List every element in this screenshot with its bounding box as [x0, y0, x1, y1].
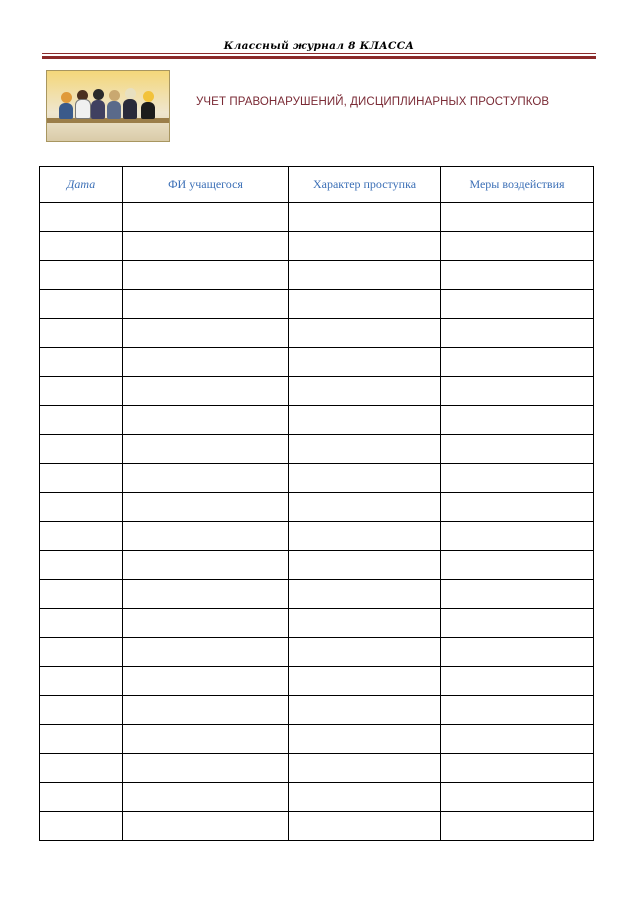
table-row — [40, 377, 594, 406]
table-cell[interactable] — [289, 812, 441, 841]
table-cell[interactable] — [123, 261, 289, 290]
table-cell[interactable] — [441, 696, 594, 725]
table-row — [40, 493, 594, 522]
table-cell[interactable] — [40, 580, 123, 609]
table-cell[interactable] — [289, 783, 441, 812]
table-cell[interactable] — [40, 522, 123, 551]
table-cell[interactable] — [289, 319, 441, 348]
journal-header-title: Классный журнал 8 КЛАССА — [223, 40, 415, 52]
table-cell[interactable] — [441, 725, 594, 754]
table-cell[interactable] — [123, 667, 289, 696]
table-cell[interactable] — [40, 783, 123, 812]
table-cell[interactable] — [441, 319, 594, 348]
table-row — [40, 580, 594, 609]
table-cell[interactable] — [40, 493, 123, 522]
table-row — [40, 348, 594, 377]
table-row — [40, 609, 594, 638]
table-cell[interactable] — [441, 290, 594, 319]
table-cell[interactable] — [123, 435, 289, 464]
table-cell[interactable] — [441, 638, 594, 667]
table-row — [40, 696, 594, 725]
table-cell[interactable] — [40, 290, 123, 319]
table-cell[interactable] — [40, 609, 123, 638]
table-row — [40, 435, 594, 464]
table-row — [40, 551, 594, 580]
table-body — [40, 203, 594, 841]
table-cell[interactable] — [441, 551, 594, 580]
table-cell[interactable] — [441, 493, 594, 522]
table-cell[interactable] — [289, 232, 441, 261]
table-row — [40, 522, 594, 551]
table-cell[interactable] — [289, 377, 441, 406]
table-header-row — [40, 167, 594, 203]
table-cell[interactable] — [123, 551, 289, 580]
column-header-student-name: ФИ учащегося — [123, 167, 289, 203]
table-cell[interactable] — [123, 203, 289, 232]
table-cell[interactable] — [441, 435, 594, 464]
table-cell[interactable] — [123, 493, 289, 522]
table-cell[interactable] — [289, 203, 441, 232]
table-cell[interactable] — [40, 696, 123, 725]
table-cell[interactable] — [289, 725, 441, 754]
table-cell[interactable] — [123, 725, 289, 754]
table-cell[interactable] — [40, 232, 123, 261]
table-cell[interactable] — [40, 638, 123, 667]
table-cell[interactable] — [123, 754, 289, 783]
table-cell[interactable] — [289, 406, 441, 435]
table-cell[interactable] — [441, 667, 594, 696]
table-cell[interactable] — [123, 696, 289, 725]
table-row — [40, 783, 594, 812]
table-cell[interactable] — [40, 406, 123, 435]
table-cell[interactable] — [441, 609, 594, 638]
table-row — [40, 203, 594, 232]
table-cell[interactable] — [40, 377, 123, 406]
table-cell[interactable] — [441, 377, 594, 406]
table-cell[interactable] — [289, 696, 441, 725]
header-rule-thin — [42, 53, 596, 54]
table-cell[interactable] — [123, 783, 289, 812]
table-cell[interactable] — [289, 551, 441, 580]
table-row — [40, 261, 594, 290]
table-cell[interactable] — [441, 522, 594, 551]
table-cell[interactable] — [123, 464, 289, 493]
anime-characters-banner — [46, 70, 170, 142]
table-cell[interactable] — [441, 203, 594, 232]
table-cell[interactable] — [40, 319, 123, 348]
table-cell[interactable] — [289, 435, 441, 464]
column-header-measures: Меры воздействия — [441, 167, 594, 203]
table-cell[interactable] — [441, 406, 594, 435]
section-title: УЧЕТ ПРАВОНАРУШЕНИЙ, ДИСЦИПЛИНАРНЫХ ПРОСТУПКОВ — [196, 96, 550, 108]
table-cell[interactable] — [40, 812, 123, 841]
table-row — [40, 232, 594, 261]
table-row — [40, 725, 594, 754]
table-row — [40, 290, 594, 319]
table-row — [40, 812, 594, 841]
table-cell[interactable] — [123, 522, 289, 551]
table-cell[interactable] — [123, 580, 289, 609]
table-cell[interactable] — [289, 754, 441, 783]
table-cell[interactable] — [289, 667, 441, 696]
violations-table — [39, 166, 594, 841]
table-row — [40, 667, 594, 696]
table-cell[interactable] — [123, 406, 289, 435]
table-cell[interactable] — [40, 203, 123, 232]
table-cell[interactable] — [123, 609, 289, 638]
table-cell[interactable] — [40, 435, 123, 464]
table-cell[interactable] — [289, 464, 441, 493]
table-cell[interactable] — [123, 377, 289, 406]
table-row — [40, 319, 594, 348]
table-cell[interactable] — [40, 464, 123, 493]
table-cell[interactable] — [441, 464, 594, 493]
table-cell[interactable] — [441, 232, 594, 261]
table-cell[interactable] — [289, 609, 441, 638]
table-cell[interactable] — [123, 232, 289, 261]
table-cell[interactable] — [289, 493, 441, 522]
table-cell[interactable] — [441, 261, 594, 290]
table-cell[interactable] — [441, 754, 594, 783]
table-row — [40, 754, 594, 783]
table-cell[interactable] — [441, 348, 594, 377]
table-cell[interactable] — [441, 812, 594, 841]
column-header-date: Дата — [40, 167, 123, 203]
table-cell[interactable] — [123, 290, 289, 319]
table-cell[interactable] — [289, 348, 441, 377]
table-row — [40, 406, 594, 435]
table-row — [40, 638, 594, 667]
table-cell[interactable] — [40, 725, 123, 754]
table-cell[interactable] — [40, 754, 123, 783]
table-cell[interactable] — [441, 783, 594, 812]
table-cell[interactable] — [40, 667, 123, 696]
table-cell[interactable] — [40, 551, 123, 580]
table-cell[interactable] — [40, 261, 123, 290]
table-cell[interactable] — [289, 261, 441, 290]
table-cell[interactable] — [289, 290, 441, 319]
table-cell[interactable] — [289, 580, 441, 609]
table-cell[interactable] — [123, 319, 289, 348]
table-cell[interactable] — [40, 348, 123, 377]
column-header-offense-type: Характер проступка — [289, 167, 441, 203]
table-cell[interactable] — [441, 580, 594, 609]
table-row — [40, 464, 594, 493]
table-cell[interactable] — [289, 638, 441, 667]
table-cell[interactable] — [289, 522, 441, 551]
table-cell[interactable] — [123, 812, 289, 841]
table-cell[interactable] — [123, 638, 289, 667]
header-rule-thick — [42, 56, 596, 59]
table-cell[interactable] — [123, 348, 289, 377]
